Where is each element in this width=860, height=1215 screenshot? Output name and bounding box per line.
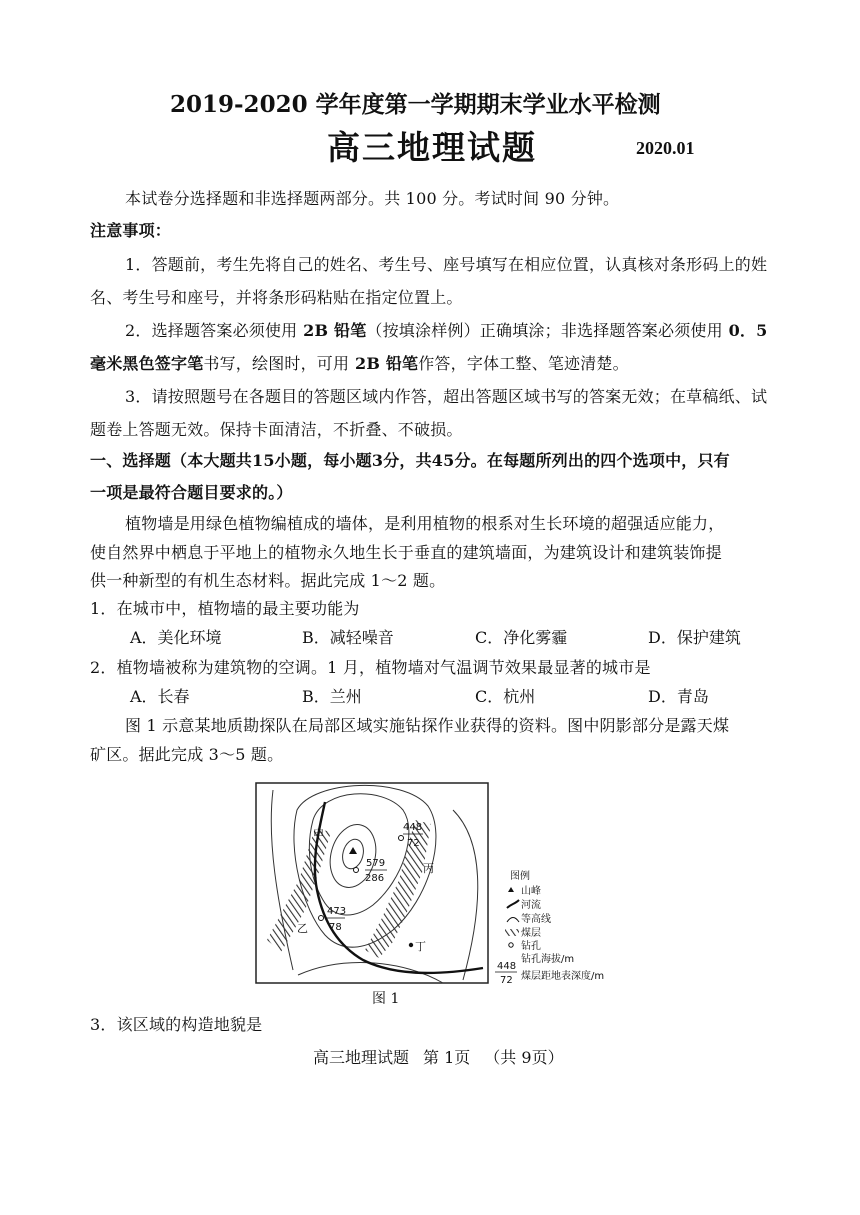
legend-depth: 煤层距地表深度/m (521, 971, 605, 982)
borehole-3-depth: 78 (329, 922, 342, 933)
page-title: 高三地理试题 (327, 128, 537, 167)
notice-item-2-size: 0．5 (722, 321, 768, 340)
figure-1-caption: 图 1 (372, 991, 400, 1007)
passage-1-line-1: 植物墙是用绿色植物编植成的墙体，是利用植物的根系对生长环境的超强适应能力， (125, 514, 725, 533)
notice-item-2-pencil-2: 2B 铅笔 (349, 354, 419, 373)
notice-item-2-text-c: （按填涂样例）正确填涂；非选择题答案必须使用 (366, 321, 723, 340)
notice-item-3-line-2: 题卷上答题无效。保持卡面清洁，不折叠、不破损。 (90, 420, 463, 439)
borehole-2-elevation: 579 (366, 858, 386, 869)
borehole-1-elevation: 448 (403, 822, 423, 833)
notice-item-1-line-2: 名、考生号和座号，并将条形码粘贴在指定位置上。 (90, 288, 463, 307)
place-bing: 丙 (423, 862, 434, 875)
question-1-stem: 1．在城市中，植物墙的最主要功能为 (90, 599, 360, 618)
question-1-option-c: C．净化雾霾 (475, 628, 568, 647)
question-2-option-d: D．青岛 (648, 687, 709, 706)
footer-title: 高三地理试题 (313, 1048, 410, 1067)
question-3-stem: 3．该区域的构造地貌是 (90, 1015, 263, 1034)
borehole-1-marker (399, 836, 404, 841)
passage-1-line-3: 供一种新型的有机生态材料。据此完成 1～2 题。 (90, 571, 446, 590)
legend-sample-bottom: 72 (500, 975, 513, 986)
passage-2-line-1: 图 1 示意某地质勘探队在局部区域实施钻探作业获得的资料。图中阴影部分是露天煤 (125, 716, 730, 735)
question-2-stem: 2．植物墙被称为建筑物的空调。1 月，植物墙对气温调节效果最显著的城市是 (90, 658, 651, 677)
place-jia: 甲 (313, 828, 324, 841)
notice-item-2-text-h: 作答，字体工整、笔迹清楚。 (418, 354, 629, 373)
notice-item-2-line-2 (90, 351, 629, 374)
notice-item-2-line-1 (125, 318, 767, 341)
footer-total: （共 9页） (484, 1048, 564, 1067)
passage-2-line-2: 矿区。据此完成 3～5 题。 (90, 745, 284, 764)
question-2-option-a: A．长春 (130, 687, 190, 706)
notice-item-2-text-f: 书写，绘图时，可用 (203, 354, 350, 373)
section-1-heading-line-2: 一项是最符合题目要求的。） (90, 483, 293, 502)
place-ding: 丁 (415, 940, 426, 953)
notice-item-2-pen: 毫米黑色签字笔 (90, 354, 204, 373)
section-1-heading-line-1: 一、选择题（本大题共15小题，每小题3分，共45分。在每题所列出的四个选项中，只有 (90, 451, 730, 470)
question-1-option-a: A．美化环境 (130, 628, 222, 647)
legend-sample-top: 448 (497, 961, 517, 972)
question-2-option-b: B．兰州 (302, 687, 362, 706)
borehole-2-depth: 286 (365, 873, 385, 884)
borehole-3-elevation: 473 (327, 906, 347, 917)
legend-borehole: 钻孔 (521, 941, 541, 952)
place-yi: 乙 (297, 922, 308, 935)
legend-peak: 山峰 (521, 886, 541, 897)
question-1-option-d: D．保护建筑 (648, 628, 741, 647)
exam-heading: 2019-2020 学年度第一学期期末学业水平检测 (170, 91, 661, 118)
page-footer (313, 1045, 578, 1068)
notice-item-2-pencil: 2B 铅笔 (297, 321, 367, 340)
question-1-option-b: B．减轻噪音 (302, 628, 394, 647)
notice-item-1-line-1: 1．答题前，考生先将自己的姓名、考生号、座号填写在相应位置，认真核对条形码上的姓 (125, 255, 768, 274)
legend-coal: 煤层 (521, 928, 541, 939)
intro-text: 本试卷分选择题和非选择题两部分。共 100 分。考试时间 90 分钟。 (125, 189, 620, 208)
legend-contour: 等高线 (521, 914, 551, 925)
notice-item-3-line-1: 3．请按照题号在各题目的答题区域内作答，超出答题区域书写的答案无效；在草稿纸、试 (125, 387, 768, 406)
notice-item-2-text-a: 2．选择题答案必须使用 (125, 321, 298, 340)
legend-river: 河流 (521, 900, 541, 911)
exam-date: 2020.01 (636, 138, 695, 158)
borehole-2-marker (354, 868, 359, 873)
notice-heading: 注意事项： (90, 221, 172, 240)
borehole-3-marker (319, 916, 324, 921)
passage-1-line-2: 使自然界中栖息于平地上的植物永久地生长于垂直的建筑墙面，为建筑设计和建筑装饰提 (90, 543, 722, 562)
figure-1-map (253, 780, 623, 990)
map-legend (495, 869, 604, 986)
question-2-option-c: C．杭州 (475, 687, 536, 706)
borehole-1-depth: 72 (407, 838, 420, 849)
legend-elevation: 钻孔海拔/m (521, 954, 575, 965)
legend-title: 图例 (510, 871, 530, 882)
footer-page: 第 1页 (423, 1048, 471, 1067)
